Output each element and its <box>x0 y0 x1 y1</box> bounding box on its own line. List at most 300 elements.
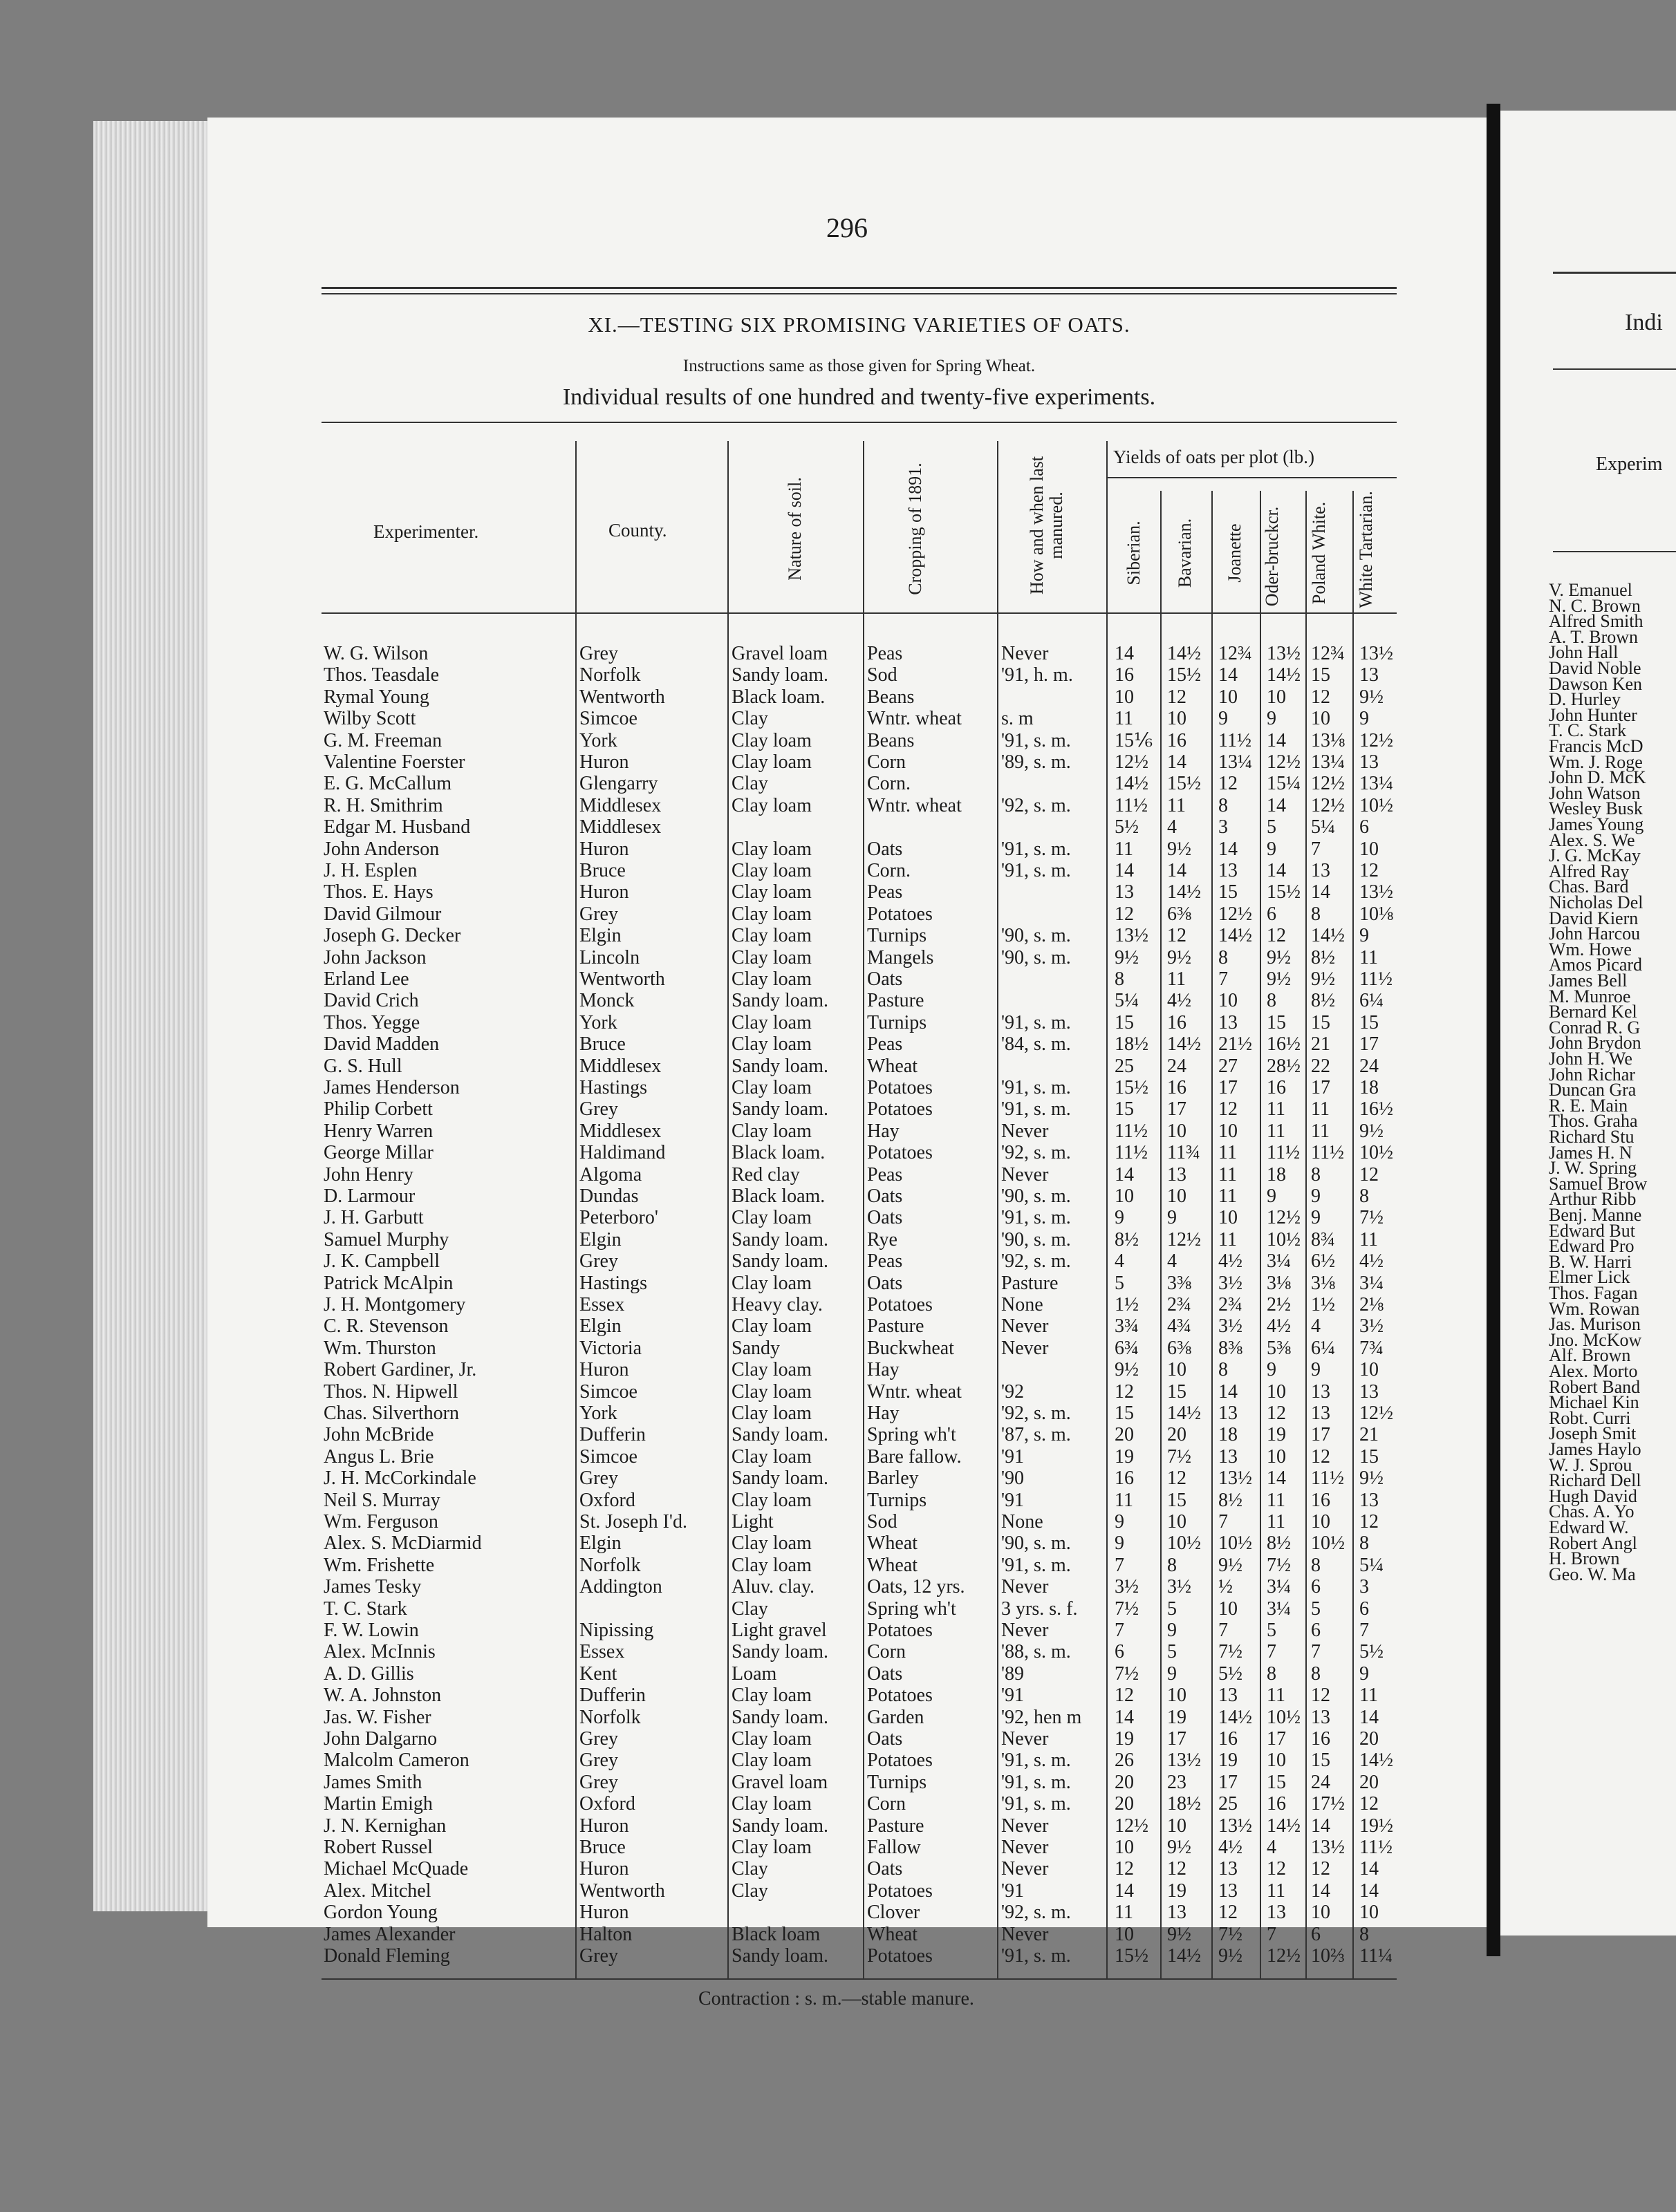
soil-cell: Clay loam <box>732 1554 812 1576</box>
yield-cell: 10 <box>1167 1185 1186 1207</box>
yield-cell: 10 <box>1311 1902 1330 1924</box>
yield-cell: 13 <box>1115 881 1134 903</box>
experimenter-cell: Thos. N. Hipwell <box>324 1380 458 1403</box>
county-cell: Kent <box>579 1662 617 1685</box>
yield-cell: 8¾ <box>1311 1228 1335 1250</box>
cropping-cell: Peas <box>867 881 903 903</box>
yield-cell: 16 <box>1167 1011 1186 1033</box>
experimenter-cell: Gordon Young <box>324 1902 438 1924</box>
yield-cell: 9 <box>1359 708 1369 730</box>
yield-cell: 11 <box>1115 1489 1133 1511</box>
yield-cell: 10 <box>1267 1750 1286 1772</box>
yield-cell: 2¾ <box>1218 1294 1242 1315</box>
yield-cell: ½ <box>1218 1576 1233 1598</box>
yield-cell: 15 <box>1167 1380 1186 1403</box>
yield-cell: 12 <box>1311 1858 1330 1880</box>
soil-cell: Sandy loam. <box>732 1468 828 1490</box>
yield-cell: 18 <box>1359 1077 1379 1098</box>
soil-cell: Clay loam <box>732 903 812 925</box>
soil-cell: Clay loam <box>732 1750 812 1772</box>
yield-cell: 10 <box>1115 1185 1134 1207</box>
right-page-name: Michael Kin <box>1549 1392 1639 1413</box>
county-cell: Oxford <box>579 1489 635 1511</box>
yield-cell: 13½ <box>1218 1468 1252 1490</box>
yield-cell: 13 <box>1218 1880 1238 1902</box>
yield-cell: 14 <box>1115 860 1134 881</box>
county-cell: York <box>579 1011 617 1033</box>
right-page-name: Jno. McKow <box>1549 1329 1642 1350</box>
yield-cell: 14 <box>1311 1880 1330 1902</box>
manured-cell: '91, s. m. <box>1001 1771 1071 1793</box>
yield-cell: 11 <box>1267 1120 1285 1142</box>
manured-cell: '89 <box>1001 1662 1025 1685</box>
yield-cell: 14 <box>1267 1468 1286 1490</box>
yield-cell: 12 <box>1115 903 1134 925</box>
county-cell: Monck <box>579 990 635 1012</box>
yield-cell: 12 <box>1311 686 1330 708</box>
yield-cell: 6⅜ <box>1167 1337 1191 1359</box>
yield-cell: 15½ <box>1167 664 1201 686</box>
right-page-header-rule <box>1553 551 1676 552</box>
yield-cell: 9 <box>1218 708 1228 730</box>
yield-cell: 12 <box>1311 1445 1330 1468</box>
yield-cell: 16 <box>1115 1468 1134 1490</box>
yield-cell: 18½ <box>1115 1033 1148 1056</box>
yield-cell: 19 <box>1115 1728 1134 1750</box>
yield-cell: 13 <box>1359 664 1379 686</box>
yield-cell: 14 <box>1218 1380 1238 1403</box>
manured-cell: '92, s. m. <box>1001 1403 1071 1424</box>
county-cell: Simcoe <box>579 708 637 730</box>
experimenter-cell: J. N. Kernighan <box>324 1815 447 1837</box>
yield-cell: 19 <box>1167 1880 1186 1902</box>
soil-cell: Sandy <box>732 1337 780 1359</box>
manured-cell: '90, s. m. <box>1001 946 1071 968</box>
yield-cell: 12½ <box>1267 1945 1301 1967</box>
county-cell: Middlesex <box>579 1055 662 1077</box>
experimenter-cell: Wm. Frishette <box>324 1554 435 1576</box>
yield-cell: 13¼ <box>1359 773 1393 795</box>
yield-cell: 8½ <box>1267 1533 1291 1555</box>
yield-cell: 12 <box>1359 1511 1379 1533</box>
county-cell: Simcoe <box>579 1445 637 1468</box>
yield-cell: 11½ <box>1311 1468 1344 1490</box>
yield-cell: 12½ <box>1115 751 1148 773</box>
manured-cell: '91, s. m. <box>1001 860 1071 881</box>
soil-cell: Heavy clay. <box>732 1294 823 1315</box>
cropping-cell: Turnips <box>867 925 927 947</box>
experimenter-cell: T. C. Stark <box>324 1597 407 1620</box>
right-page-name: V. Emanuel <box>1549 580 1632 600</box>
county-cell: Grey <box>579 1250 618 1273</box>
county-cell: Simcoe <box>579 1380 637 1403</box>
manured-cell: '88, s. m. <box>1001 1641 1071 1663</box>
yield-cell: 3⅜ <box>1167 1272 1191 1294</box>
yield-cell: 9½ <box>1167 1837 1191 1858</box>
county-cell: Wentworth <box>579 686 665 708</box>
manured-cell: '91 <box>1001 1445 1025 1468</box>
yield-cell: 15 <box>1359 1445 1379 1468</box>
yield-cell: 4 <box>1167 816 1177 838</box>
yield-cell: 11 <box>1218 1228 1237 1250</box>
yield-cell: 13 <box>1359 1380 1379 1403</box>
experimenter-cell: Michael McQuade <box>324 1858 469 1880</box>
cropping-cell: Potatoes <box>867 1685 933 1707</box>
manured-cell: Never <box>1001 1815 1049 1837</box>
county-cell: Grey <box>579 1468 618 1490</box>
experimenter-cell: David Crich <box>324 990 419 1012</box>
yield-cell: 4½ <box>1218 1837 1242 1858</box>
soil-cell: Clay loam <box>732 1793 812 1815</box>
yield-cell: 14 <box>1359 1706 1379 1728</box>
county-cell: Grey <box>579 1750 618 1772</box>
experimenter-cell: John Jackson <box>324 946 427 968</box>
manured-cell: '84, s. m. <box>1001 1033 1071 1056</box>
yield-cell: 6 <box>1115 1641 1124 1663</box>
yield-cell: 8½ <box>1311 990 1335 1012</box>
header-bavarian: Bavarian. <box>1175 518 1195 588</box>
yield-cell: 9 <box>1359 925 1369 947</box>
manured-cell: '92, s. m. <box>1001 1142 1071 1164</box>
yield-cell: 17 <box>1167 1728 1186 1750</box>
cropping-cell: Clover <box>867 1902 920 1924</box>
cropping-cell: Buckwheat <box>867 1337 954 1359</box>
soil-cell: Sandy loam. <box>732 990 828 1012</box>
table-bottom-border <box>322 1978 1397 1980</box>
yield-cell: 10 <box>1267 1445 1286 1468</box>
county-cell: Wentworth <box>579 1880 665 1902</box>
table-subtitle: Individual results of one hundred and twenty-five experiments. <box>562 384 1156 410</box>
manured-cell: Never <box>1001 1163 1049 1185</box>
yield-cell: 7½ <box>1218 1923 1242 1945</box>
experimenter-cell: Thos. Yegge <box>324 1011 420 1033</box>
right-page-name: James Bell <box>1549 971 1628 991</box>
yield-cell: 7 <box>1267 1641 1276 1663</box>
right-page-name: Richard Dell <box>1549 1470 1641 1491</box>
manured-cell: Never <box>1001 1337 1049 1359</box>
cropping-cell: Bare fallow. <box>867 1445 962 1468</box>
yield-cell: 20 <box>1115 1424 1134 1446</box>
soil-cell: Sandy loam. <box>732 1706 828 1728</box>
experimenter-cell: Wm. Thurston <box>324 1337 436 1359</box>
cropping-cell: Beans <box>867 729 915 751</box>
cropping-cell: Corn <box>867 1641 906 1663</box>
yield-cell: 10 <box>1167 1511 1186 1533</box>
manured-cell: '91, s. m. <box>1001 1750 1071 1772</box>
yield-cell: 8 <box>1311 1554 1321 1576</box>
experimenter-cell: Robert Russel <box>324 1837 433 1858</box>
right-page-name: Jas. Murison <box>1549 1314 1641 1335</box>
manured-cell: '91, s. m. <box>1001 838 1071 860</box>
cropping-cell: Spring wh't <box>867 1597 956 1620</box>
manured-cell: None <box>1001 1294 1043 1315</box>
soil-cell: Light <box>732 1511 774 1533</box>
county-cell: Elgin <box>579 925 622 947</box>
soil-cell: Clay <box>732 708 768 730</box>
experimenter-cell: John McBride <box>324 1424 434 1446</box>
yield-cell: 2½ <box>1267 1294 1291 1315</box>
yield-cell: 13 <box>1167 1902 1186 1924</box>
right-page-name: Samuel Brow <box>1549 1173 1648 1194</box>
yield-cell: 17 <box>1267 1728 1286 1750</box>
yield-cell: 10 <box>1167 1120 1186 1142</box>
cropping-cell: Rye <box>867 1228 897 1250</box>
yield-cell: 16 <box>1167 729 1186 751</box>
cropping-cell: Beans <box>867 686 915 708</box>
county-cell: Wentworth <box>579 968 665 990</box>
yield-cell: 12 <box>1311 1685 1330 1707</box>
yield-cell: 7 <box>1267 1923 1276 1945</box>
yield-cell: 21 <box>1359 1424 1379 1446</box>
yield-cell: 14½ <box>1311 925 1345 947</box>
yield-cell: 15½ <box>1267 881 1301 903</box>
cropping-cell: Oats <box>867 1662 903 1685</box>
county-cell: Dufferin <box>579 1424 646 1446</box>
cropping-cell: Oats <box>867 1185 903 1207</box>
yield-cell: 7¾ <box>1359 1337 1384 1359</box>
yield-cell: 12½ <box>1267 1207 1301 1229</box>
yield-cell: 11 <box>1167 794 1186 816</box>
soil-cell: Gravel loam <box>732 1771 828 1793</box>
yield-cell: 15 <box>1218 881 1238 903</box>
yield-cell: 15 <box>1267 1771 1286 1793</box>
yield-cell: 24 <box>1311 1771 1330 1793</box>
yield-cell: 20 <box>1115 1771 1134 1793</box>
county-cell: Elgin <box>579 1315 622 1338</box>
manured-cell: '91, s. m. <box>1001 1793 1071 1815</box>
cropping-cell: Fallow <box>867 1837 921 1858</box>
manured-cell: '90, s. m. <box>1001 1533 1071 1555</box>
cropping-cell: Oats <box>867 1207 903 1229</box>
soil-cell: Clay loam <box>732 881 812 903</box>
yield-cell: 4 <box>1311 1315 1321 1338</box>
yield-cell: 11½ <box>1311 1142 1344 1164</box>
county-cell: Huron <box>579 838 629 860</box>
yield-cell: 7½ <box>1115 1597 1139 1620</box>
cropping-cell: Wntr. wheat <box>867 794 962 816</box>
yield-cell: 15 <box>1115 1011 1134 1033</box>
yield-cell: 5½ <box>1115 816 1139 838</box>
manured-cell: Never <box>1001 1923 1049 1945</box>
instructions-line: Instructions same as those given for Spring Wheat. <box>682 357 1036 375</box>
yield-cell: 12½ <box>1115 1815 1148 1837</box>
yield-cell: 10 <box>1359 1902 1379 1924</box>
county-cell: Hastings <box>579 1077 647 1098</box>
experimenter-cell: James Smith <box>324 1771 422 1793</box>
manured-cell: '90, s. m. <box>1001 1185 1071 1207</box>
soil-cell: Gravel loam <box>732 643 828 664</box>
right-page-name: Bernard Kel <box>1549 1002 1637 1022</box>
manured-cell: Pasture <box>1001 1272 1059 1294</box>
experimenter-cell: Alex. S. McDiarmid <box>324 1533 482 1555</box>
yield-cell: 19 <box>1218 1750 1238 1772</box>
yield-cell: 8 <box>1359 1185 1369 1207</box>
right-page-name: B. W. Harri <box>1549 1251 1632 1272</box>
header-white-tartarian: White Tartarian. <box>1356 491 1376 608</box>
yield-cell: 20 <box>1167 1424 1186 1446</box>
yield-cell: 3½ <box>1359 1315 1384 1338</box>
soil-cell: Sandy loam. <box>732 664 828 686</box>
header-oderbrucker: Oder-bruckcr. <box>1262 506 1282 607</box>
yield-cell: 13 <box>1218 1445 1238 1468</box>
right-page-name: Chas. Bard <box>1549 877 1629 897</box>
experimenter-cell: Donald Fleming <box>324 1945 450 1967</box>
yield-cell: 12 <box>1167 686 1186 708</box>
yield-cell: 12½ <box>1218 903 1252 925</box>
yield-cell: 7 <box>1115 1554 1124 1576</box>
yield-cell: 14½ <box>1218 925 1252 947</box>
yield-cell: 14½ <box>1267 664 1301 686</box>
yield-cell: 9 <box>1267 838 1276 860</box>
yield-cell: 8½ <box>1115 1228 1139 1250</box>
yield-cell: 12½ <box>1167 1228 1201 1250</box>
soil-cell: Black loam. <box>732 1142 826 1164</box>
cropping-cell: Garden <box>867 1706 924 1728</box>
yield-cell: 17 <box>1218 1771 1238 1793</box>
soil-cell: Black loam <box>732 1923 821 1945</box>
cropping-cell: Peas <box>867 1163 903 1185</box>
county-cell: Glengarry <box>579 773 658 795</box>
right-page-name: Duncan Gra <box>1549 1080 1637 1100</box>
yield-cell: 19 <box>1167 1706 1186 1728</box>
experimenter-cell: George Millar <box>324 1142 434 1164</box>
soil-cell: Clay loam <box>732 1077 812 1098</box>
yield-cell: 13½ <box>1115 925 1148 947</box>
right-page-name: Edward But <box>1549 1220 1635 1241</box>
cropping-cell: Hay <box>867 1359 900 1381</box>
yield-cell: 13 <box>1218 1403 1238 1424</box>
soil-cell: Loam <box>732 1662 777 1685</box>
county-cell: Middlesex <box>579 1120 662 1142</box>
yield-cell: 7 <box>1359 1620 1369 1641</box>
cropping-cell: Wheat <box>867 1533 918 1555</box>
yield-cell: 13 <box>1311 1706 1330 1728</box>
yield-cell: 14 <box>1115 1706 1134 1728</box>
experimenter-cell: Thos. Teasdale <box>324 664 440 686</box>
right-page-title-rule <box>1553 368 1676 370</box>
yield-cell: 10 <box>1115 686 1134 708</box>
cropping-cell: Pasture <box>867 1815 924 1837</box>
yield-cell: 14½ <box>1218 1706 1252 1728</box>
soil-cell: Clay loam <box>732 1489 812 1511</box>
yield-cell: 10 <box>1167 1359 1186 1381</box>
yield-cell: 14½ <box>1267 1815 1301 1837</box>
manured-cell: '90, s. m. <box>1001 1228 1071 1250</box>
yield-cell: 11¾ <box>1167 1142 1200 1164</box>
yield-cell: 14½ <box>1167 881 1201 903</box>
book-gutter <box>1487 104 1500 1956</box>
manured-cell: Never <box>1001 1120 1049 1142</box>
yield-cell: 11 <box>1115 708 1133 730</box>
section-title: XI.—TESTING SIX PROMISING VARIETIES OF OATS. <box>588 312 1130 337</box>
soil-cell: Clay loam <box>732 1380 812 1403</box>
yield-cell: 10 <box>1311 1511 1330 1533</box>
experimenter-cell: Rymal Young <box>324 686 429 708</box>
yield-cell: 7½ <box>1115 1662 1139 1685</box>
yield-cell: 8 <box>1115 968 1124 990</box>
header-county: County. <box>608 520 667 541</box>
yield-cell: 3¼ <box>1267 1250 1291 1273</box>
experimenter-cell: E. G. McCallum <box>324 773 452 795</box>
yield-cell: 21 <box>1311 1033 1330 1056</box>
experimenter-cell: Wilby Scott <box>324 708 416 730</box>
yield-cell: 6⅜ <box>1167 903 1191 925</box>
experimenter-cell: D. Larmour <box>324 1185 416 1207</box>
yield-cell: 8 <box>1311 1662 1321 1685</box>
yield-cell: 14 <box>1115 643 1134 664</box>
cropping-cell: Hay <box>867 1403 900 1424</box>
yield-cell: 9½ <box>1359 1120 1384 1142</box>
yield-cell: 14 <box>1359 1858 1379 1880</box>
manured-cell: '92, hen m <box>1001 1706 1082 1728</box>
county-cell: Norfolk <box>579 1706 641 1728</box>
yield-cell: 5½ <box>1218 1662 1242 1685</box>
yield-cell: 15 <box>1115 1403 1134 1424</box>
yield-cell: 12¾ <box>1218 643 1252 664</box>
county-cell: Middlesex <box>579 816 662 838</box>
county-cell: Bruce <box>579 1033 626 1056</box>
yield-cell: 14 <box>1167 751 1186 773</box>
yield-cell: 14½ <box>1167 643 1201 664</box>
yield-cell: 5 <box>1167 1641 1177 1663</box>
right-page-name: T. C. Stark <box>1549 720 1627 741</box>
yield-cell: 20 <box>1359 1728 1379 1750</box>
yield-cell: 12 <box>1359 1163 1379 1185</box>
experimenter-cell: W. A. Johnston <box>324 1685 442 1707</box>
yield-cell: 5⅜ <box>1267 1337 1291 1359</box>
county-cell: Hastings <box>579 1272 647 1294</box>
yield-cell: 3¾ <box>1115 1315 1139 1338</box>
yield-cell: 9 <box>1115 1511 1124 1533</box>
yield-cell: 8 <box>1167 1554 1177 1576</box>
experimenter-cell: J. H. McCorkindale <box>324 1468 476 1490</box>
cropping-cell: Wntr. wheat <box>867 708 962 730</box>
soil-cell: Aluv. clay. <box>732 1576 814 1598</box>
right-page-name: Conrad R. G <box>1549 1017 1641 1038</box>
yield-cell: 14 <box>1311 1815 1330 1837</box>
soil-cell: Clay loam <box>732 968 812 990</box>
county-cell: Essex <box>579 1294 625 1315</box>
yield-cell: 12½ <box>1359 1403 1393 1424</box>
county-cell: Lincoln <box>579 946 640 968</box>
yield-cell: 3½ <box>1218 1315 1242 1338</box>
yield-cell: 15½ <box>1167 773 1201 795</box>
header-how-manured: How and when last manured. <box>1027 456 1066 595</box>
right-page-name: David Noble <box>1549 658 1641 678</box>
yield-cell: 11½ <box>1359 1837 1393 1858</box>
soil-cell: Clay <box>732 1880 768 1902</box>
yield-cell: 9½ <box>1359 686 1384 708</box>
yield-cell: 18½ <box>1167 1793 1201 1815</box>
manured-cell: Never <box>1001 1858 1049 1880</box>
yield-cell: 9½ <box>1115 1359 1139 1381</box>
manured-cell: '92, s. m. <box>1001 1250 1071 1273</box>
right-page-name: James H. N <box>1549 1142 1632 1163</box>
yield-cell: 11¼ <box>1359 1945 1393 1967</box>
yield-cell: 10 <box>1218 1597 1238 1620</box>
right-page-name: A. T. Brown <box>1549 626 1639 647</box>
cropping-cell: Corn. <box>867 773 911 795</box>
yield-cell: 8 <box>1311 1163 1321 1185</box>
yield-cell: 3¼ <box>1359 1272 1384 1294</box>
yield-cell: 16 <box>1267 1077 1286 1098</box>
experimenter-cell: Valentine Foerster <box>324 751 465 773</box>
yield-cell: 10 <box>1218 1207 1238 1229</box>
cropping-cell: Peas <box>867 643 903 664</box>
yield-cell: 14 <box>1267 729 1286 751</box>
yield-cell: 11 <box>1267 1098 1285 1121</box>
soil-cell: Clay loam <box>732 729 812 751</box>
